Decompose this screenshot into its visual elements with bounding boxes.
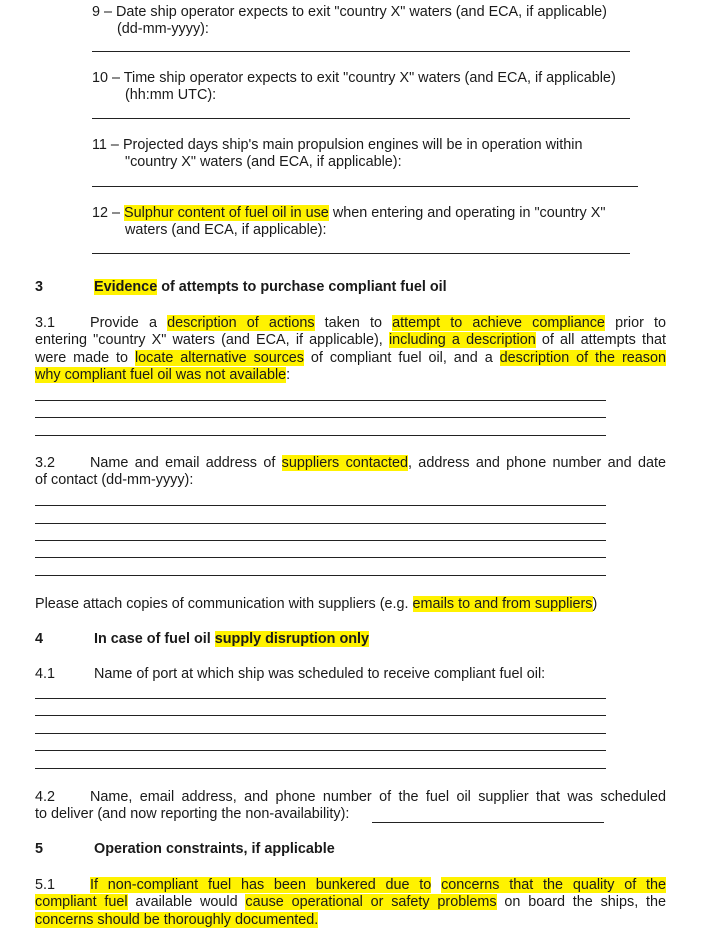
item-12-line2: waters (and ECA, if applicable):	[125, 222, 327, 239]
paragraph-3-1-number: 3.1	[35, 315, 56, 331]
answer-line-4-1-a[interactable]	[35, 698, 606, 699]
section-4-number: 4	[35, 631, 44, 647]
highlight-sulphur-content: Sulphur content of fuel oil in use	[124, 205, 329, 221]
item-10-line1: 10 – Time ship operator expects to exit "country X" waters (and ECA, if applicable)	[92, 70, 616, 86]
answer-line-3-1-a[interactable]	[35, 400, 606, 401]
section-5-number: 5	[35, 841, 44, 857]
item-12-answer-line[interactable]	[92, 253, 630, 254]
item-9-answer-line[interactable]	[92, 51, 630, 52]
highlight-emails: emails to and from suppliers	[412, 596, 593, 612]
paragraph-4-1-text: Name of port at which ship was scheduled to receive compliant fuel oil:	[94, 666, 546, 682]
item-11-answer-line[interactable]	[92, 186, 638, 187]
item-10-answer-line[interactable]	[92, 118, 630, 119]
answer-line-4-1-b[interactable]	[35, 715, 606, 716]
item-12-line1: 12 – Sulphur content of fuel oil in use when entering and operating in "country X"	[92, 205, 606, 221]
item-12	[92, 205, 605, 240]
item-11-line1: 11 – Projected days ship's main propulsion engines will be in operation within	[92, 137, 583, 153]
answer-line-4-1-e[interactable]	[35, 768, 606, 769]
section-4-title: In case of fuel oil supply disruption only	[94, 631, 370, 647]
answer-line-3-2-e[interactable]	[35, 575, 606, 576]
answer-line-4-1-c[interactable]	[35, 733, 606, 734]
paragraph-5-1-number: 5.1	[35, 877, 56, 893]
section-3-number: 3	[35, 279, 44, 295]
answer-line-3-1-b[interactable]	[35, 417, 606, 418]
highlight-supply-disruption: supply disruption only	[214, 631, 370, 647]
paragraph-5-1: 5.1 If non-compliant fuel has been bunkered due to concerns that the quality of the compliant fuel available would cause operational or safety problems on board the ships, the concerns should be thoroughly documented.	[35, 877, 667, 928]
item-9-line2: (dd-mm-yyyy):	[117, 21, 209, 38]
answer-line-4-2[interactable]	[372, 822, 604, 823]
item-11	[92, 137, 582, 172]
section-5-title: Operation constraints, if applicable	[94, 841, 335, 857]
paragraph-3-2: 3.2 Name and email address of suppliers contacted, address and phone number and date of contact (dd-mm-yyyy):	[35, 455, 666, 489]
paragraph-4-2-number: 4.2	[35, 789, 56, 805]
item-9	[92, 4, 607, 39]
highlight-evidence: Evidence	[94, 279, 158, 295]
paragraph-3-2-number: 3.2	[35, 455, 56, 471]
section-3-title: Evidence of attempts to purchase compliant fuel oil	[94, 279, 447, 295]
paragraph-3-1: 3.1 Provide a description of actions taken to attempt to achieve compliance prior to entering "country X" waters (and ECA, if applicable), including a description of all attempts that were made to locate alternative sources of compliant fuel oil, and a description of the reason why compliant fuel oil was not available:	[35, 315, 667, 384]
item-9-line1: 9 – Date ship operator expects to exit "country X" waters (and ECA, if applicable)	[92, 4, 607, 20]
answer-line-3-2-a[interactable]	[35, 505, 606, 506]
answer-line-4-1-d[interactable]	[35, 750, 606, 751]
item-11-line2: "country X" waters (and ECA, if applicable):	[125, 154, 402, 171]
answer-line-3-2-d[interactable]	[35, 557, 606, 558]
paragraph-4-1-number: 4.1	[35, 666, 56, 682]
attach-note: Please attach copies of communication with suppliers (e.g. emails to and from suppliers)	[35, 596, 598, 612]
answer-line-3-1-c[interactable]	[35, 435, 606, 436]
answer-line-3-2-c[interactable]	[35, 540, 606, 541]
item-10	[92, 70, 616, 105]
paragraph-4-2: 4.2 Name, email address, and phone number of the fuel oil supplier that was scheduled to deliver (and now reporting the non-availability):	[35, 789, 666, 823]
item-10-line2: (hh:mm UTC):	[125, 87, 217, 104]
answer-line-3-2-b[interactable]	[35, 523, 606, 524]
